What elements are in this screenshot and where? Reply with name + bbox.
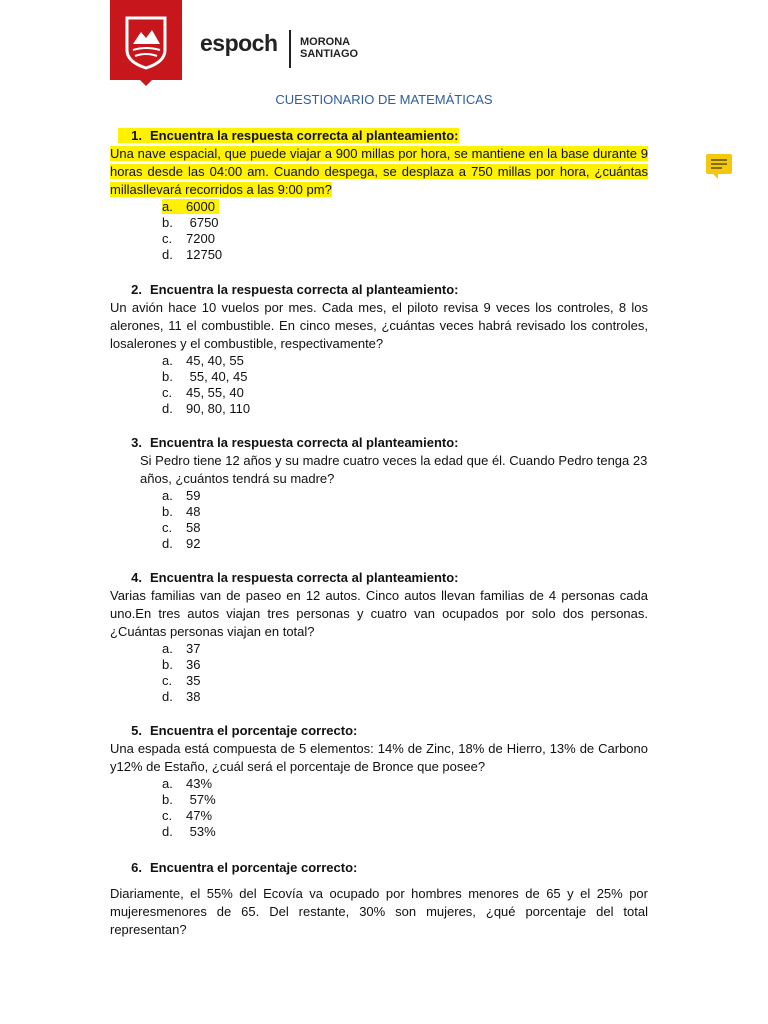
- question-text: Una nave espacial, que puede viajar a 900 millas por hora, se mantiene en la base durante 9 horas desde las 04:00 am. Cuando despega, se desplaza a 750 millas por hora, ¿cuántas millasllevará recorridos a las 9:00 pm?: [110, 146, 648, 197]
- brand-divider: [289, 30, 291, 68]
- options-list: [110, 488, 648, 552]
- question-number: 1.: [131, 128, 142, 143]
- question-heading: Encuentra el porcentaje correcto:: [150, 860, 358, 875]
- option-a: a. 45, 40, 55: [162, 353, 244, 368]
- option-a: a. 43%: [162, 776, 213, 791]
- question-2: [110, 281, 648, 417]
- crest-icon: [110, 0, 182, 80]
- options-list: [110, 353, 648, 417]
- options-list: [110, 776, 648, 840]
- option-b: b. 48: [162, 504, 201, 519]
- option-a: a. 59: [162, 488, 201, 503]
- option-c: c. 58: [162, 520, 201, 535]
- question-6: [110, 859, 648, 939]
- option-d: d. 38: [162, 689, 201, 704]
- question-5: [110, 722, 648, 840]
- option-a: a. 6000: [162, 199, 648, 215]
- campus-name: [300, 36, 358, 60]
- option-b: b. 36: [162, 657, 201, 672]
- option-d: d. 92: [162, 536, 201, 551]
- option-b: b. 55, 40, 45: [162, 369, 248, 384]
- question-number: 2.: [131, 282, 142, 297]
- question-number: 4.: [131, 570, 142, 585]
- question-text: Diariamente, el 55% del Ecovía va ocupado por hombres menores de 65 y el 25% por mujeresmenores de 65. Del restante, 30% son mujeres, ¿qué porcentaje del total representan?: [110, 886, 648, 937]
- question-heading: Encuentra la respuesta correcta al planteamiento:: [150, 128, 459, 143]
- question-number: 6.: [131, 860, 142, 875]
- option-b: b. 57%: [162, 792, 216, 807]
- option-d: d. 12750: [162, 247, 223, 262]
- option-c: c. 35: [162, 673, 201, 688]
- espoch-logo: [110, 0, 182, 80]
- question-text: Si Pedro tiene 12 años y su madre cuatro veces la edad que él. Cuando Pedro tenga 23 años, ¿cuántos tendrá su madre?: [140, 453, 648, 486]
- question-heading: Encuentra la respuesta correcta al planteamiento:: [150, 570, 459, 585]
- question-text: Varias familias van de paseo en 12 autos. Cinco autos llevan familias de 4 personas cada uno.En tres autos viajan tres personas y cuatro van ocupados por solo dos personas. ¿Cuántas personas viajan en total?: [110, 588, 648, 639]
- question-heading: Encuentra la respuesta correcta al planteamiento:: [150, 282, 459, 297]
- brand-name: espoch: [200, 30, 278, 56]
- option-c: c. 45, 55, 40: [162, 385, 244, 400]
- option-c: c. 7200: [162, 231, 215, 246]
- option-c: c. 47%: [162, 808, 213, 823]
- question-heading: Encuentra la respuesta correcta al planteamiento:: [150, 435, 459, 450]
- campus-line-1: MORONA: [300, 36, 351, 48]
- option-a: a. 37: [162, 641, 201, 656]
- comment-note-icon[interactable]: [706, 154, 732, 174]
- document-title: CUESTIONARIO DE MATEMÁTICAS: [275, 92, 493, 107]
- option-b: b. 6750: [162, 215, 219, 230]
- question-number: 5.: [131, 723, 142, 738]
- question-1: [110, 127, 648, 263]
- campus-line-2: SANTIAGO: [300, 48, 359, 60]
- question-3: [110, 434, 648, 552]
- option-d: d. 90, 80, 110: [162, 401, 251, 416]
- question-heading: Encuentra el porcentaje correcto:: [150, 723, 358, 738]
- question-4: [110, 569, 648, 705]
- question-text: Un avión hace 10 vuelos por mes. Cada mes, el piloto revisa 9 veces los controles, 8 los alerones, 11 el combustible. En cinco meses, ¿cuántas veces habrá revisado los controles, losalerones y el combustible, respectivamente?: [110, 300, 648, 351]
- options-list: [110, 199, 648, 263]
- question-number: 3.: [131, 435, 142, 450]
- question-text: Una espada está compuesta de 5 elementos: 14% de Zinc, 18% de Hierro, 13% de Carbono y12% de Estaño, ¿cuál será el porcentaje de Bronce que posee?: [110, 741, 648, 774]
- option-d: d. 53%: [162, 824, 216, 839]
- options-list: [110, 641, 648, 705]
